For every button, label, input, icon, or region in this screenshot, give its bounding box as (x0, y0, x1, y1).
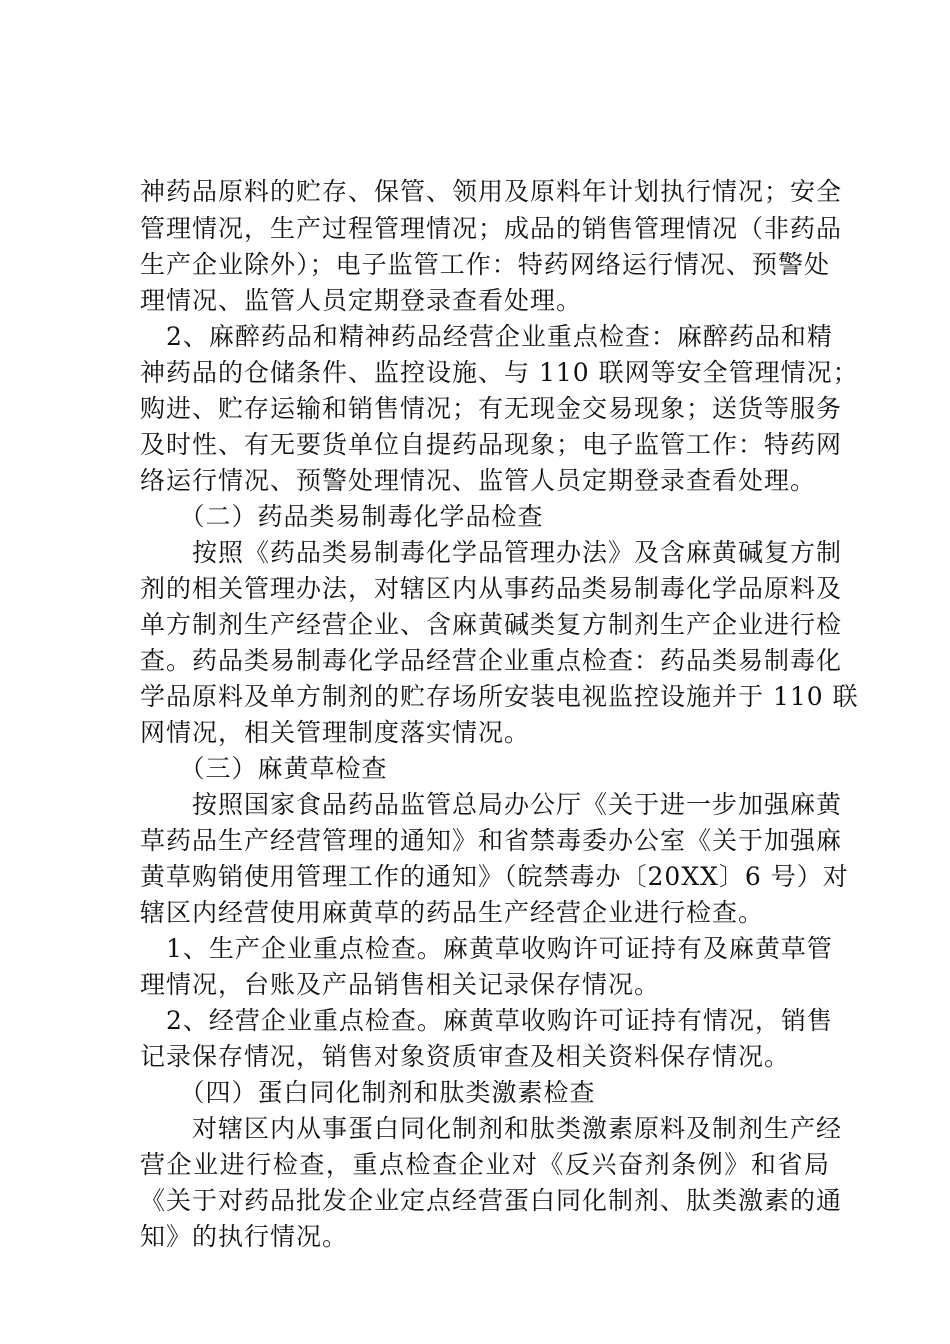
body-line: 及时性、有无要货单位自提药品现象；电子监管工作：特药网 (140, 430, 843, 459)
body-line: 记录保存情况，销售对象资质审查及相关资料保存情况。 (140, 1042, 791, 1071)
body-line: 单方制剂生产经营企业、含麻黄碱类复方制剂生产企业进行检 (140, 610, 843, 639)
body-line: 知》的执行情况。 (140, 1222, 349, 1251)
body-line: 查。药品类易制毒化学品经营企业重点检查：药品类易制毒化 (140, 646, 843, 675)
body-line: 营企业进行检查，重点检查企业对《反兴奋剂条例》和省局 (140, 1150, 830, 1179)
body-line: 络运行情况、预警处理情况、监管人员定期登录查看处理。 (140, 466, 817, 495)
body-line: 黄草购销使用管理工作的通知》（皖禁毒办〔20XX〕6 号）对 (140, 862, 849, 891)
body-line: 神药品的仓储条件、监控设施、与 110 联网等安全管理情况； (140, 358, 859, 387)
body-line: 网情况，相关管理制度落实情况。 (140, 718, 531, 747)
body-line: 按照《药品类易制毒化学品管理办法》及含麻黄碱复方制 (140, 538, 843, 567)
body-line: 购进、贮存运输和销售情况；有无现金交易现象；送货等服务 (140, 394, 843, 423)
body-line: 《关于对药品批发企业定点经营蛋白同化制剂、肽类激素的通 (140, 1186, 843, 1215)
body-line: 2、麻醉药品和精神药品经营企业重点检查：麻醉药品和精 (140, 322, 833, 351)
section-heading: （三）麻黄草检查 (140, 754, 388, 783)
body-line: 神药品原料的贮存、保管、领用及原料年计划执行情况；安全 (140, 177, 843, 206)
body-line: 按照国家食品药品监管总局办公厅《关于进一步加强麻黄 (140, 790, 843, 819)
body-line: 管理情况，生产过程管理情况；成品的销售管理情况（非药品 (140, 214, 843, 243)
body-line: 辖区内经营使用麻黄草的药品生产经营企业进行检查。 (140, 898, 765, 927)
body-line: 学品原料及单方制剂的贮存场所安装电视监控设施并于 110 联 (140, 682, 859, 711)
body-line: 1、生产企业重点检查。麻黄草收购许可证持有及麻黄草管 (140, 934, 833, 963)
body-line: 草药品生产经营管理的通知》和省禁毒委办公室《关于加强麻 (140, 826, 843, 855)
body-line: 2、经营企业重点检查。麻黄草收购许可证持有情况，销售 (140, 1006, 833, 1035)
section-heading: （二）药品类易制毒化学品检查 (140, 502, 544, 531)
body-line: 生产企业除外）；电子监管工作：特药网络运行情况、预警处 (140, 250, 830, 279)
body-line: 对辖区内从事蛋白同化制剂和肽类激素原料及制剂生产经 (140, 1114, 843, 1143)
body-line: 理情况，台账及产品销售相关记录保存情况。 (140, 970, 661, 999)
body-line: 理情况、监管人员定期登录查看处理。 (140, 286, 583, 315)
section-heading: （四）蛋白同化制剂和肽类激素检查 (140, 1078, 596, 1107)
body-line: 剂的相关管理办法，对辖区内从事药品类易制毒化学品原料及 (140, 574, 843, 603)
